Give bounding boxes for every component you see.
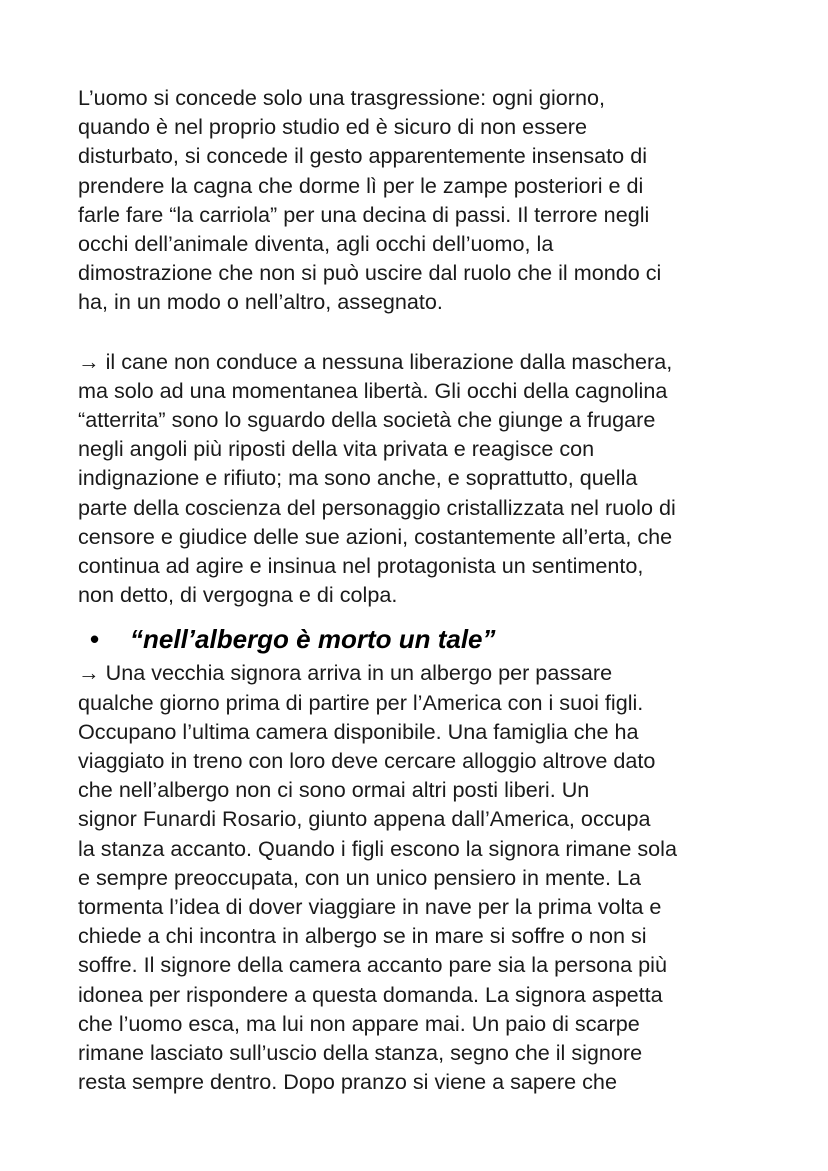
- bullet-icon: •: [90, 624, 100, 655]
- paragraph-transgression: L’uomo si concede solo una trasgressione: ogni giorno, quando è nel proprio studio ed è sicuro di non essere disturbato, si concede il gesto apparentemente insensato di prendere la cagna che dorme lì per le zampe posteriori e di farle fare “la carriola” per una decina di passi. Il terrore negli occhi dell’animale diventa, agli occhi dell’uomo, la dimostrazione che non si può uscire dal ruolo che il mondo ci ha, in un modo o nell’altro, assegnato.: [78, 85, 662, 315]
- section-heading: [90, 622, 768, 656]
- paragraph-hotel-summary: → Una vecchia signora arriva in un albergo per passare qualche giorno prima di partire per l’America con i suoi figli. Occupano l’ultima camera disponibile. Una famiglia che ha viaggiato in treno con loro deve cercare alloggio altrove dato che nell’albergo non ci sono ormai altri posti liberi. Un signor Funardi Rosario, giunto appena dall’America, occupa la stanza accanto. Quando i figli escono la signora rimane sola e sempre preoccupata, con un unico pensiero in mente. La tormenta l’idea di dover viaggiare in nave per la prima volta e chiede a chi incontra in albergo se in mare si soffre o non si soffre. Il signore della camera accanto pare sia la persona più idonea per rispondere a questa domanda. La signora aspetta che l’uomo esca, ma lui non appare mai. Un paio di scarpe rimane lasciato sull’uscio della stanza, segno che il signore resta sempre dentro. Dopo pranzo si viene a sapere che: [78, 660, 677, 1095]
- document-content: [78, 83, 768, 1097]
- paragraph-dog-analysis: → il cane non conduce a nessuna liberazione dalla maschera, ma solo ad una momentanea libertà. Gli occhi della cagnolina “atterrita” sono lo sguardo della società che giunge a frugare negli angoli più riposti della vita privata e reagisce con indignazione e rifiuto; ma sono anche, e soprattutto, quella parte della coscienza del personaggio cristallizzata nel ruolo di censore e giudice delle sue azioni, costantemente all’erta, che continua ad agire e insinua nel protagonista un sentimento, non detto, di vergogna e di colpa.: [78, 348, 676, 608]
- section-title: “nell’albergo è morto un tale”: [130, 624, 496, 655]
